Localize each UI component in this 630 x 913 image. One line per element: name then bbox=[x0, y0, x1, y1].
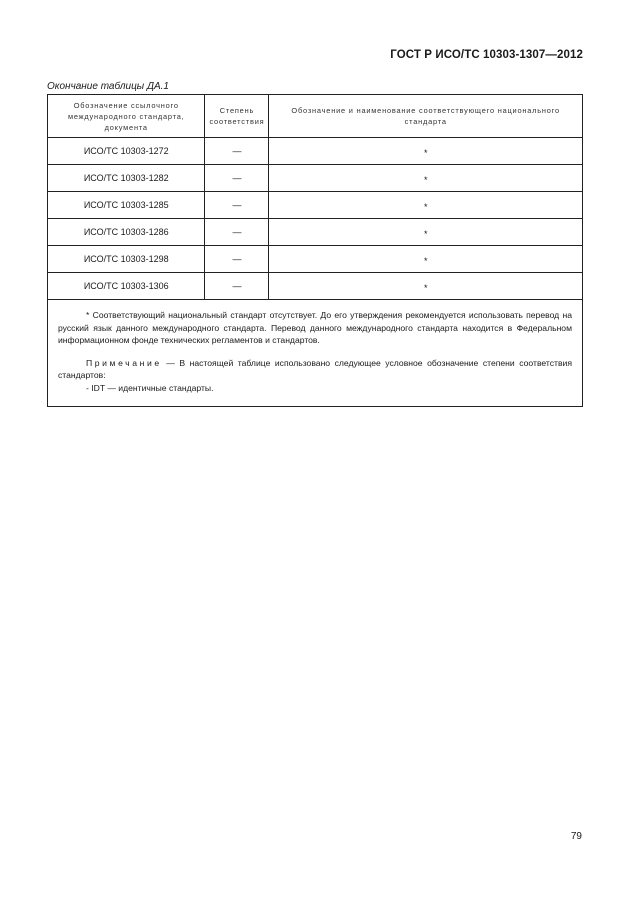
reference-cell: ИСО/ТС 10303-1306 bbox=[48, 273, 205, 300]
national-cell: * bbox=[269, 165, 583, 192]
table-caption: Окончание таблицы ДА.1 bbox=[47, 81, 169, 92]
reference-cell: ИСО/ТС 10303-1285 bbox=[48, 192, 205, 219]
table-notes bbox=[48, 300, 583, 407]
reference-cell: ИСО/ТС 10303-1298 bbox=[48, 246, 205, 273]
document-code-header: ГОСТ Р ИСО/ТС 10303-1307—2012 bbox=[390, 49, 583, 61]
degree-cell: — bbox=[205, 165, 269, 192]
national-cell: * bbox=[269, 219, 583, 246]
note-paragraph bbox=[58, 357, 572, 382]
header-national-standard: Обозначение и наименование соответствующего национального стандарта bbox=[269, 95, 583, 138]
header-degree-of-conformity: Степень соответствия bbox=[205, 95, 269, 138]
note-label: Примечание bbox=[86, 357, 162, 368]
note-item: - IDT — идентичные стандарты. bbox=[86, 382, 214, 393]
reference-cell: ИСО/ТС 10303-1286 bbox=[48, 219, 205, 246]
footnote-text: * Соответствующий национальный стандарт отсутствует. До его утверждения рекомендуется использовать перевод на русский язык данного международного стандарта. Перевод данного международного стандарта находится в Федеральном информационном фонде технических регламентов и стандартов. bbox=[58, 310, 572, 346]
note-text: — В настоящей таблице использовано следующее условное обозначение степени соответствия стандартов: bbox=[58, 357, 572, 381]
table-row bbox=[48, 246, 583, 273]
page-number: 79 bbox=[570, 831, 582, 842]
national-cell: * bbox=[269, 273, 583, 300]
degree-cell: — bbox=[205, 219, 269, 246]
degree-cell: — bbox=[205, 273, 269, 300]
national-cell: * bbox=[269, 192, 583, 219]
degree-cell: — bbox=[205, 138, 269, 165]
table-header-row bbox=[48, 95, 583, 138]
standards-table bbox=[47, 94, 583, 407]
reference-cell: ИСО/ТС 10303-1272 bbox=[48, 138, 205, 165]
degree-cell: — bbox=[205, 192, 269, 219]
table-row bbox=[48, 192, 583, 219]
national-cell: * bbox=[269, 138, 583, 165]
table-row bbox=[48, 138, 583, 165]
reference-cell: ИСО/ТС 10303-1282 bbox=[48, 165, 205, 192]
header-reference-standard: Обозначение ссылочного международного стандарта, документа bbox=[48, 95, 205, 138]
table-row bbox=[48, 165, 583, 192]
table-row bbox=[48, 273, 583, 300]
table-row bbox=[48, 219, 583, 246]
table-notes-row bbox=[48, 300, 583, 407]
degree-cell: — bbox=[205, 246, 269, 273]
national-cell: * bbox=[269, 246, 583, 273]
